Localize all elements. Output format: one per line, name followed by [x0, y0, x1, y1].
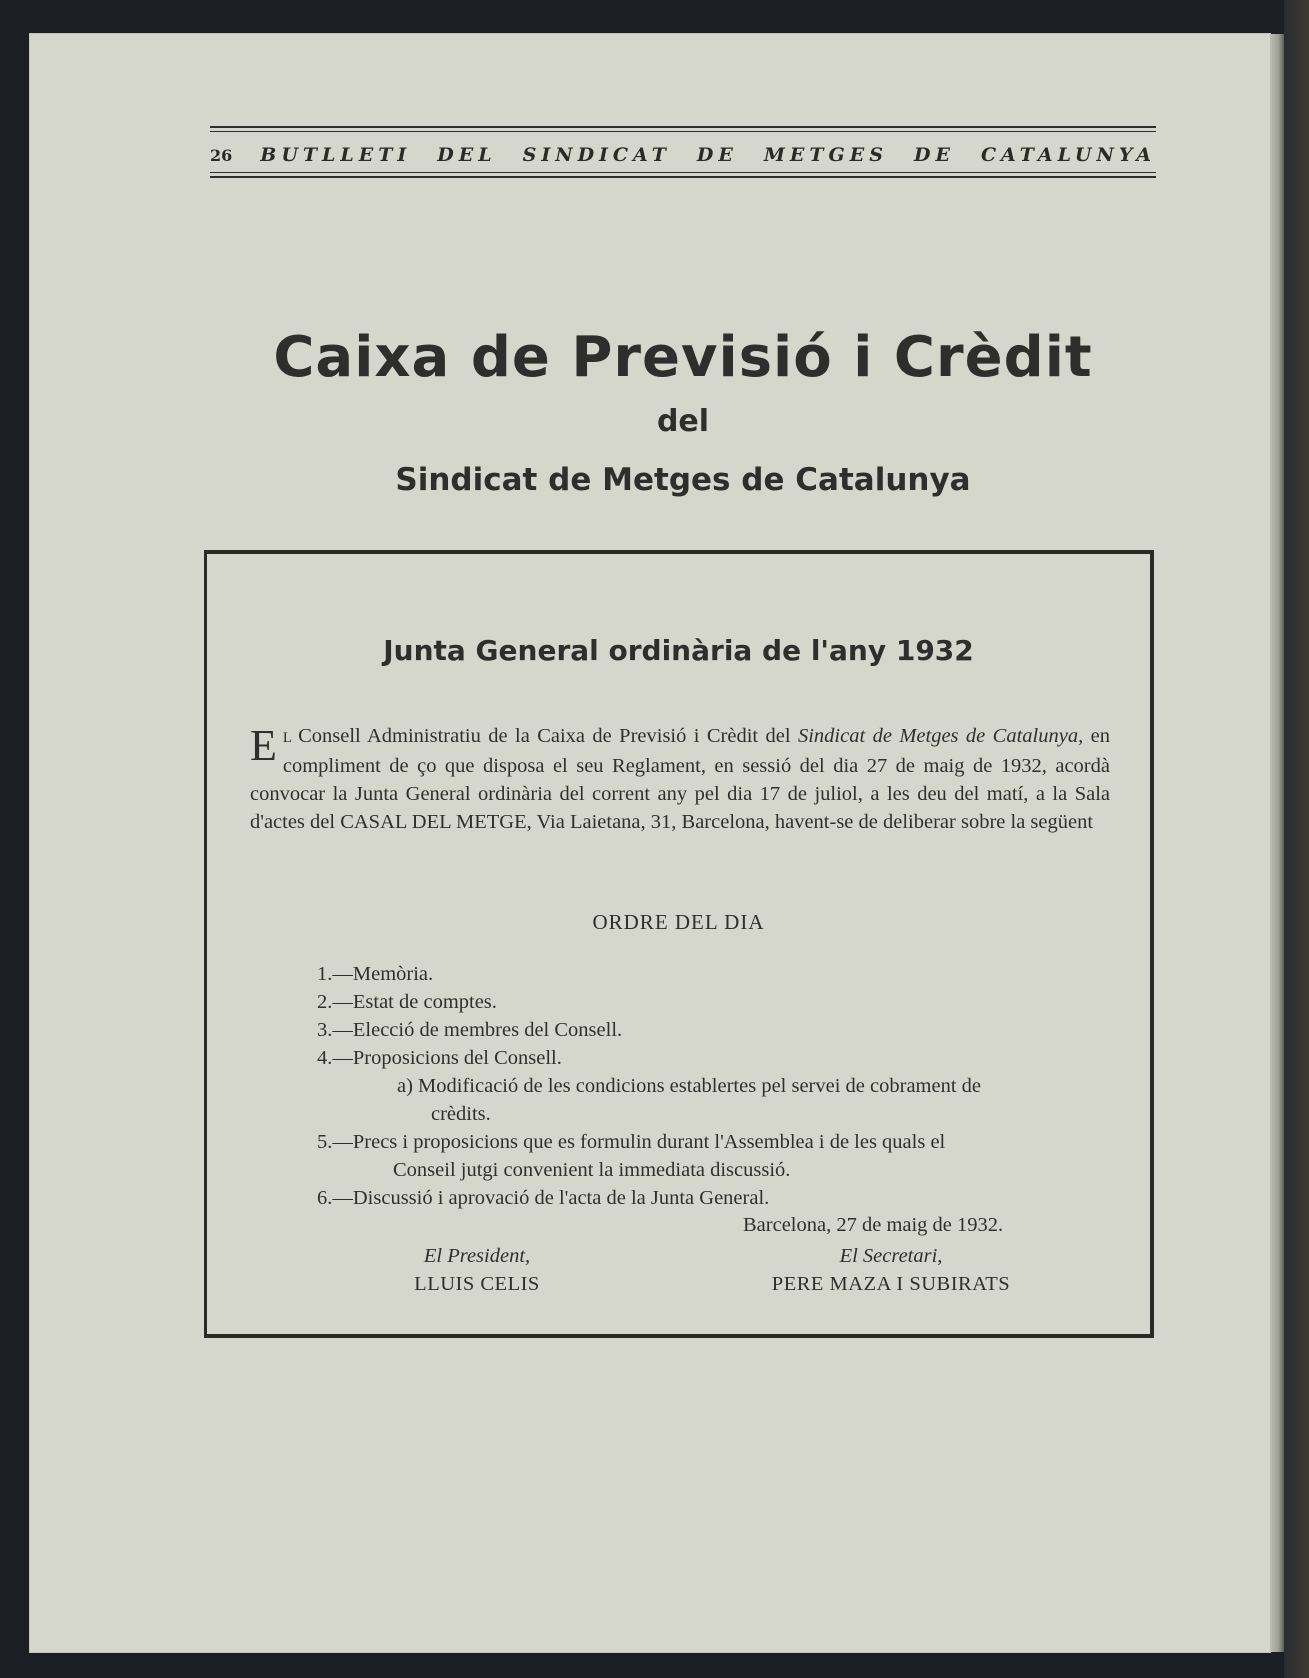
header-word: BUTLLETI	[260, 144, 412, 166]
article-title: Caixa de Previsió i Crèdit	[273, 325, 1093, 390]
secretary-role: El Secretari,	[839, 1245, 943, 1267]
page-edge	[1270, 34, 1284, 1652]
agenda-item: 1.—Memòria.	[317, 963, 434, 985]
notice-body	[250, 722, 1110, 836]
secretary-name: PERE MAZA I SUBIRATS	[771, 1273, 1011, 1295]
agenda-item: 5.—Precs i proposicions que es formulin durant l'Assemblea i de les quals el	[317, 1131, 946, 1153]
president-role: El President,	[423, 1245, 531, 1267]
header-title	[260, 144, 1156, 166]
agenda-item: 3.—Elecció de membres del Consell.	[317, 1019, 623, 1041]
header-rule-top-thin	[210, 131, 1156, 132]
body-text-italic: Sindicat de Metges de Catalunya,	[797, 725, 1084, 747]
header-word: DE	[913, 144, 955, 166]
header-word: DEL	[437, 144, 497, 166]
president-signature	[377, 1242, 577, 1298]
running-header	[210, 140, 1156, 170]
page-number: 26	[210, 145, 233, 165]
header-word: DE	[696, 144, 738, 166]
header-rule-top	[210, 126, 1156, 128]
secretary-signature	[741, 1242, 1041, 1298]
agenda-item: 4.—Proposicions del Consell.	[317, 1047, 562, 1069]
agenda-list	[317, 960, 1110, 1212]
signature-date: Barcelona, 27 de maig de 1932.	[743, 1214, 1004, 1236]
notice-box	[204, 550, 1154, 1338]
header-word: CATALUNYA	[980, 144, 1156, 166]
agenda-subitem: a) Modificació de les condicions establertes pel servei de cobrament de	[397, 1075, 982, 1097]
article-subtitle: Sindicat de Metges de Catalunya	[395, 462, 971, 498]
article-title-connector: del	[656, 404, 710, 439]
president-name: LLUIS CELIS	[414, 1273, 540, 1295]
agenda-subitem-continuation: crèdits.	[431, 1103, 491, 1125]
page-binding-shadow	[1284, 0, 1309, 1678]
header-rule-bottom	[210, 176, 1156, 178]
header-word: SINDICAT	[522, 144, 671, 166]
notice-heading: Junta General ordinària de l'any 1932	[383, 634, 974, 667]
header-word: METGES	[763, 144, 888, 166]
agenda-item: 2.—Estat de comptes.	[317, 991, 497, 1013]
drop-cap: E	[250, 721, 277, 770]
body-text-1: Consell Administratiu de la Caixa de Previsió i Crèdit del	[298, 725, 791, 747]
body-text-2: en compliment de ço que disposa el seu Reglament, en sessió del dia 27 de maig de 1932, acordà convocar la Junta General ordinària del corrent any pel dia 17 de juliol, a les deu del matí, a la Sala d'actes del CASAL DEL METGE, Via Laietana, 31, Barcelona, havent-se de deliberar sobre la següent	[250, 725, 1110, 833]
agenda-item: 6.—Discussió i aprovació de l'acta de la Junta General.	[317, 1187, 770, 1209]
drop-cap-lead: L	[282, 730, 293, 746]
header-rule-bottom-thin	[210, 172, 1156, 173]
agenda-item-continuation: Conseil jutgi convenient la immediata discussió.	[393, 1159, 791, 1181]
agenda-title: ORDRE DEL DIA	[592, 910, 765, 934]
